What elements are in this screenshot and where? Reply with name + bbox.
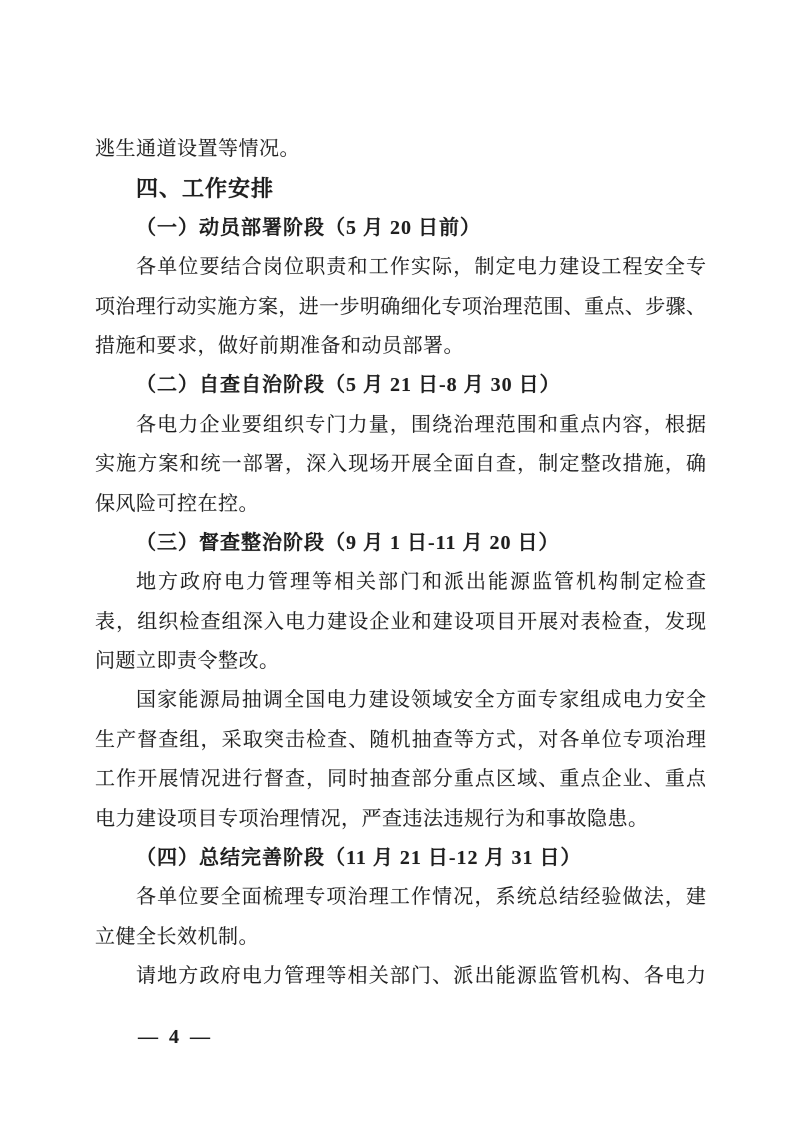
paragraph-line: 国家能源局抽调全国电力建设领域安全方面专家组成电力安全 <box>136 689 706 712</box>
paragraph-line: 工作开展情况进行督查，同时抽查部分重点区域、重点企业、重点 <box>95 768 706 791</box>
stage-heading: （二）自查自治阶段（5 月 21 日-8 月 30 日） <box>136 374 561 397</box>
page-number: — 4 — <box>138 1026 213 1048</box>
paragraph-line: 问题立即责令整改。 <box>95 650 280 673</box>
paragraph-line: 请地方政府电力管理等相关部门、派出能源监管机构、各电力 <box>136 965 706 988</box>
paragraph-line: 各电力企业要组织专门力量，围绕治理范围和重点内容，根据 <box>136 413 706 436</box>
paragraph-line: 立健全长效机制。 <box>95 925 259 948</box>
paragraph-line: 表，组织检查组深入电力建设企业和建设项目开展对表检查，发现 <box>95 610 706 633</box>
paragraph-line: 保风险可控在控。 <box>95 492 259 515</box>
stage-heading: （四）总结完善阶段（11 月 21 日-12 月 31 日） <box>136 847 582 870</box>
stage-heading: （一）动员部署阶段（5 月 20 日前） <box>136 216 481 239</box>
paragraph-line: 逃生通道设置等情况。 <box>95 138 300 160</box>
paragraph-line: 实施方案和统一部署，深入现场开展全面自查，制定整改措施，确 <box>95 453 706 476</box>
stage-heading: （三）督查整治阶段（9 月 1 日-11 月 20 日） <box>136 531 560 554</box>
paragraph-line: 各单位要全面梳理专项治理工作情况，系统总结经验做法，建 <box>136 886 706 909</box>
section-heading: 四、工作安排 <box>136 176 275 202</box>
paragraph-line: 电力建设项目专项治理情况，严查违法违规行为和事故隐患。 <box>95 807 649 830</box>
paragraph-line: 项治理行动实施方案，进一步明确细化专项治理范围、重点、步骤、 <box>95 295 706 318</box>
paragraph-line: 地方政府电力管理等相关部门和派出能源监管机构制定检查 <box>136 571 706 594</box>
paragraph-line: 各单位要结合岗位职责和工作实际，制定电力建设工程安全专 <box>136 256 706 279</box>
document-body <box>95 130 706 997</box>
paragraph-line: 措施和要求，做好前期准备和动员部署。 <box>95 334 464 357</box>
paragraph-line: 生产督查组，采取突击检查、随机抽查等方式，对各单位专项治理 <box>95 728 706 751</box>
